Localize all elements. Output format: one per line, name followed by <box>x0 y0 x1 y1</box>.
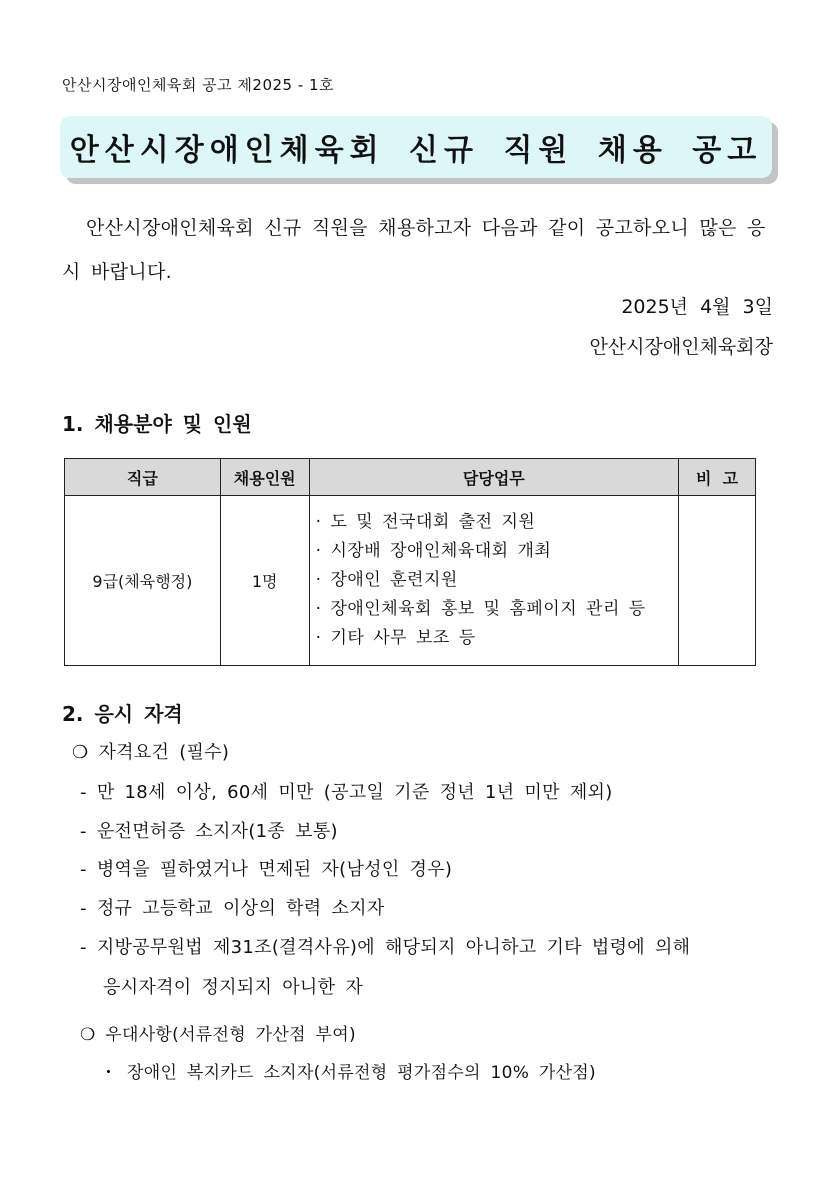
cell-duties <box>309 496 678 666</box>
qualification-item: - 정규 고등학교 이상의 학력 소지자 <box>80 898 385 919</box>
page-title: 안산시장애인체육회 신규 직원 채용 공고 <box>69 133 763 168</box>
title-box <box>60 116 772 178</box>
table-header-row <box>65 459 756 496</box>
duty-item: · 도 및 전국대회 출전 지원 <box>315 512 536 532</box>
section-heading-qualifications: 2. 응시 자격 <box>62 702 183 726</box>
duty-item: · 장애인체육회 홍보 및 홈페이지 관리 등 <box>315 599 646 619</box>
recruitment-table <box>64 458 756 666</box>
qualification-title: ❍ 자격요건 (필수) <box>72 742 230 763</box>
qualification-item: - 운전면허증 소지자(1종 보통) <box>80 821 338 842</box>
qualification-item-continued: 응시자격이 정지되지 아니한 자 <box>103 977 364 998</box>
table-row <box>65 496 756 666</box>
cell-count: 1명 <box>220 496 309 666</box>
column-header-duties: 담당업무 <box>309 459 678 496</box>
qualification-item: - 지방공무원법 제31조(결격사유)에 해당되지 아니하고 기타 법령에 의해 <box>80 937 691 958</box>
intro-paragraph: 안산시장애인체육회 신규 직원을 채용하고자 다음과 같이 공고하오니 많은 응시 바랍니다. <box>62 217 766 283</box>
preference-title: ❍ 우대사항(서류전형 가산점 부여) <box>80 1025 356 1045</box>
notice-date: 2025년 4월 3일 <box>621 296 773 318</box>
preference-item: ・ 장애인 복지카드 소지자(서류전형 평가점수의 10% 가산점) <box>100 1063 596 1083</box>
duty-item: · 기타 사무 보조 등 <box>315 628 476 648</box>
cell-grade: 9급(체육행정) <box>65 496 221 666</box>
duty-item: · 시장배 장애인체육대회 개최 <box>315 541 552 561</box>
notice-number: 안산시장애인체육회 공고 제2025 - 1호 <box>62 76 335 94</box>
column-header-grade: 직급 <box>65 459 221 496</box>
section-heading-recruitment: 1. 채용분야 및 인원 <box>62 412 252 436</box>
qualification-item: - 만 18세 이상, 60세 미만 (공고일 기준 정년 1년 미만 제외) <box>80 782 613 803</box>
column-header-count: 채용인원 <box>220 459 309 496</box>
cell-note <box>679 496 756 666</box>
organization-name: 안산시장애인체육회장 <box>589 336 773 358</box>
duty-item: · 장애인 훈련지원 <box>315 570 458 590</box>
column-header-note: 비 고 <box>679 459 756 496</box>
qualification-item: - 병역을 필하였거나 면제된 자(남성인 경우) <box>80 859 453 880</box>
